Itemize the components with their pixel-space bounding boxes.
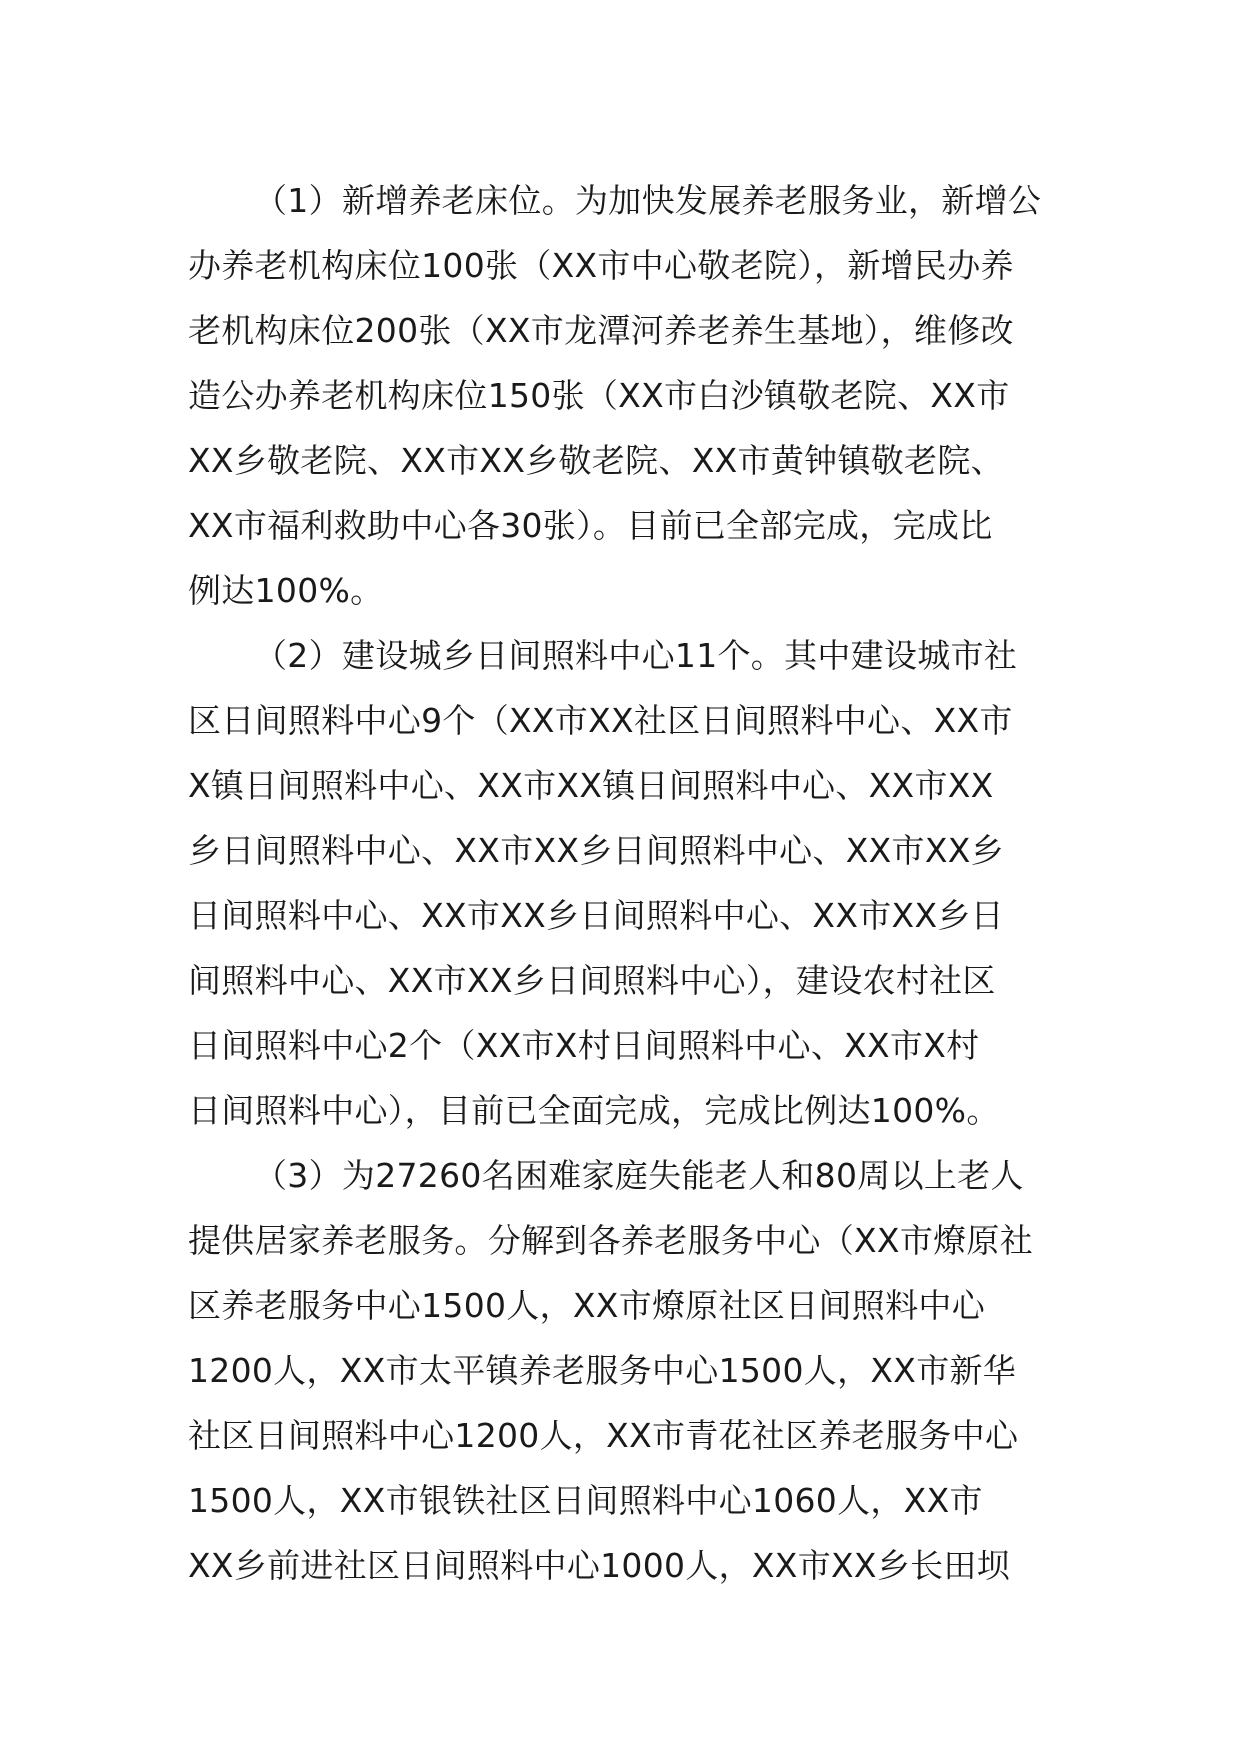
paragraph-3-line-2: 提供居家养老服务。分解到各养老服务中心（XX市燎原社 [188, 1221, 1034, 1260]
paragraph-1-line-2: 办养老机构床位100张（XX市中心敬老院），新增民办养 [188, 246, 1014, 285]
document-body [188, 168, 1068, 1598]
paragraph-1-line-6: XX市福利救助中心各30张）。目前已全部完成，完成比 [188, 506, 993, 545]
paragraph-1-line-1: （1）新增养老床位。为加快发展养老服务业，新增公 [254, 181, 1042, 220]
paragraph-1-line-4: 造公办养老机构床位150张（XX市白沙镇敬老院、XX市 [188, 376, 1010, 415]
paragraph-2-line-8: 日间照料中心），目前已全面完成，完成比例达100%。 [188, 1091, 1000, 1130]
paragraph-2-line-7: 日间照料中心2个（XX市X村日间照料中心、XX市X村 [188, 1026, 980, 1065]
paragraph-1-line-7: 例达100%。 [188, 571, 384, 610]
paragraph-2-line-1: （2）建设城乡日间照料中心11个。其中建设城市社 [254, 636, 1018, 675]
paragraph-2-line-6: 间照料中心、XX市XX乡日间照料中心），建设农村社区 [188, 961, 996, 1000]
paragraph-3-line-1: （3）为27260名困难家庭失能老人和80周以上老人 [254, 1156, 1024, 1195]
paragraph-2-line-3: X镇日间照料中心、XX市XX镇日间照料中心、XX市XX [188, 766, 994, 805]
paragraph-2-line-5: 日间照料中心、XX市XX乡日间照料中心、XX市XX乡日 [188, 896, 1004, 935]
paragraph-3-line-4: 1200人，XX市太平镇养老服务中心1500人，XX市新华 [188, 1351, 1017, 1390]
paragraph-3-line-3: 区养老服务中心1500人，XX市燎原社区日间照料中心 [188, 1286, 985, 1325]
paragraph-3-line-7: XX乡前进社区日间照料中心1000人，XX市XX乡长田坝 [188, 1546, 1011, 1585]
paragraph-3-line-6: 1500人，XX市银铁社区日间照料中心1060人，XX市 [188, 1481, 983, 1520]
paragraph-3-line-5: 社区日间照料中心1200人，XX市青花社区养老服务中心 [188, 1416, 1019, 1455]
paragraph-1-line-5: XX乡敬老院、XX市XX乡敬老院、XX市黄钟镇敬老院、 [188, 441, 1004, 480]
paragraph-2-line-4: 乡日间照料中心、XX市XX乡日间照料中心、XX市XX乡 [188, 831, 1004, 870]
paragraph-2-line-2: 区日间照料中心9个（XX市XX社区日间照料中心、XX市 [188, 701, 1013, 740]
paragraph-1-line-3: 老机构床位200张（XX市龙潭河养老养生基地），维修改 [188, 311, 1014, 350]
